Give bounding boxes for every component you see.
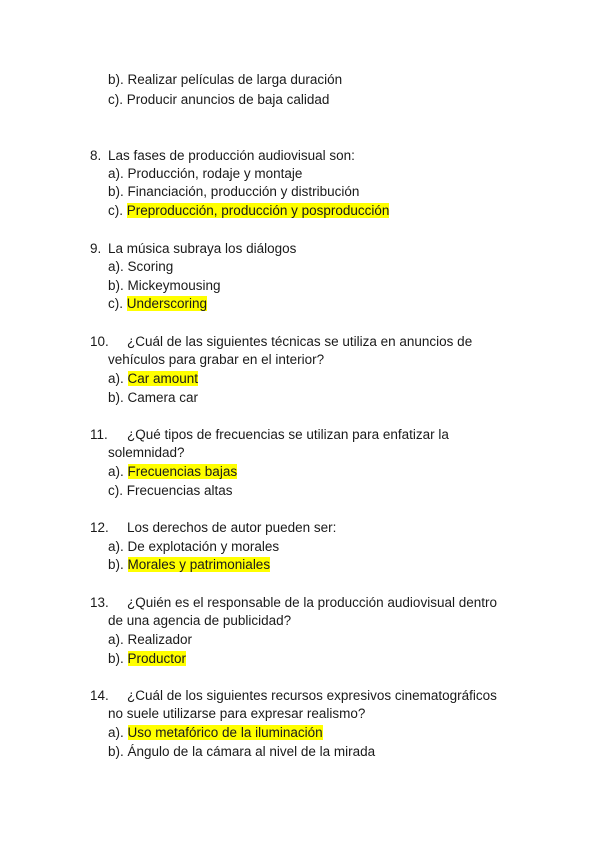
option-line: c). Frecuencias altas	[108, 483, 233, 498]
option-line: b). Realizar películas de larga duración	[108, 72, 343, 87]
option-line: b). Mickeymousing	[108, 278, 221, 293]
option-line: b). Ángulo de la cámara al nivel de la mirada	[108, 744, 376, 759]
answer-highlight: Underscoring	[126, 296, 208, 311]
answer-highlight: Car amount	[127, 371, 199, 386]
question-14-text-cont: no suele utilizarse para expresar realismo?	[108, 706, 366, 721]
option-line-correct: a). Car amount	[108, 371, 199, 386]
answer-highlight: Uso metafórico de la iluminación	[127, 725, 323, 740]
question-13-text-cont: de una agencia de publicidad?	[108, 613, 292, 628]
question-10-text-cont: vehículos para grabar en el interior?	[108, 352, 325, 367]
option-line-correct: a). Uso metafórico de la iluminación	[108, 725, 323, 740]
option-line: b). Financiación, producción y distribución	[108, 184, 360, 199]
question-13-text: 13. ¿Quién es el responsable de la producción audiovisual dentro	[90, 595, 497, 610]
answer-highlight: Preproducción, producción y posproducción	[126, 203, 390, 218]
question-9-text: 9. La música subraya los diálogos	[90, 241, 297, 256]
answer-highlight: Frecuencias bajas	[127, 464, 238, 479]
question-8-text: 8. Las fases de producción audiovisual son:	[90, 148, 355, 163]
question-11-text: 11. ¿Qué tipos de frecuencias se utilizan para enfatizar la	[90, 427, 449, 442]
option-line-correct: b). Productor	[108, 651, 187, 666]
question-14-text: 14. ¿Cuál de los siguientes recursos expresivos cinematográficos	[90, 688, 497, 703]
option-line: a). Producción, rodaje y montaje	[108, 166, 303, 181]
option-line: c). Producir anuncios de baja calidad	[108, 92, 330, 107]
option-line-correct: a). Frecuencias bajas	[108, 464, 238, 479]
option-line: a). De explotación y morales	[108, 539, 280, 554]
question-10-text: 10. ¿Cuál de las siguientes técnicas se utiliza en anuncios de	[90, 334, 473, 349]
answer-highlight: Productor	[127, 651, 187, 666]
option-line-correct: b). Morales y patrimoniales	[108, 557, 271, 572]
option-line-correct: c). Preproducción, producción y posproducción	[108, 203, 390, 218]
option-line: a). Realizador	[108, 632, 193, 647]
answer-highlight: Morales y patrimoniales	[127, 557, 271, 572]
option-line: a). Scoring	[108, 259, 174, 274]
option-line-correct: c). Underscoring	[108, 296, 208, 311]
question-11-text-cont: solemnidad?	[108, 445, 185, 460]
option-line: b). Camera car	[108, 390, 199, 405]
question-12-text: 12. Los derechos de autor pueden ser:	[90, 520, 337, 535]
